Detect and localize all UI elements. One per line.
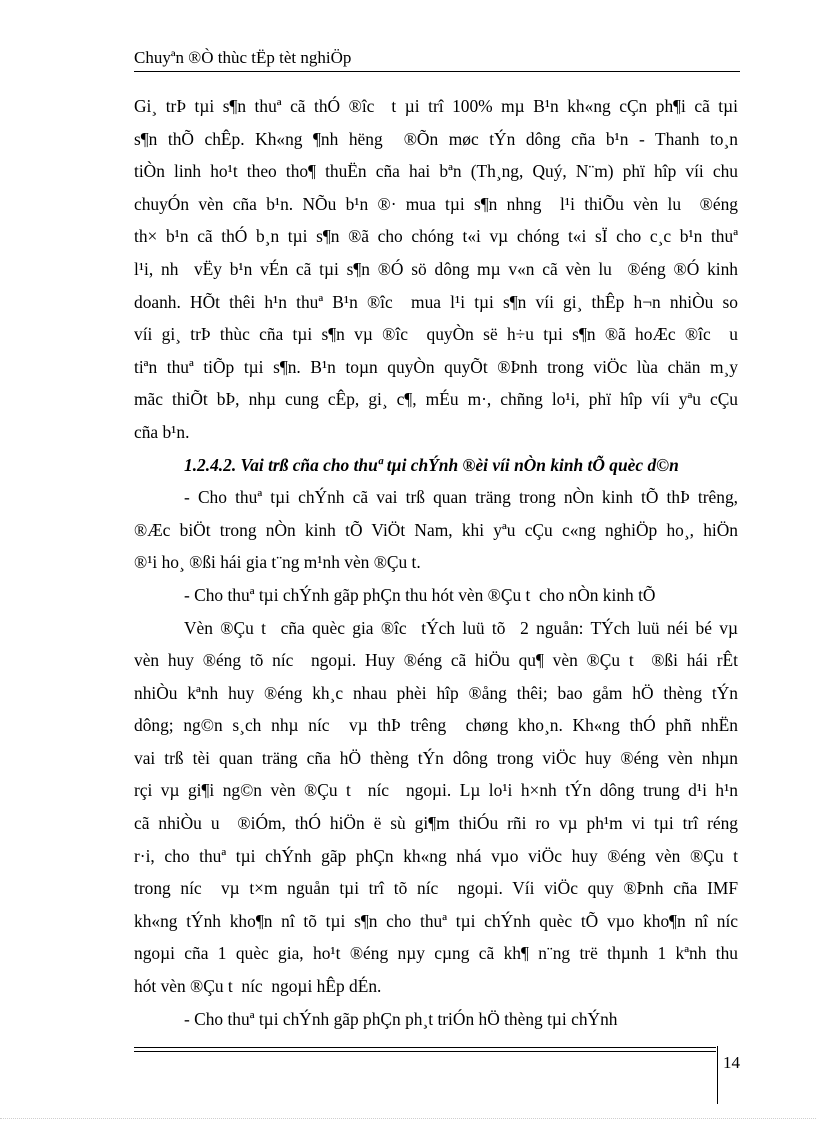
paragraph-line: chuyÓn vèn cña b¹n. NÕu b¹n ®· mua tµi s¶n nhng l¹i thiÕu vèn lu ®éng: [134, 193, 738, 214]
paragraph-line: s¶n thÕ chÊp. Kh«ng ¶nh hëng ®Õn møc tÝn dông cña b¹n - Thanh to¸n: [134, 128, 738, 149]
paragraph-line: ngoµi cña 1 quèc gia, ho¹t ®éng nµy cµng cã kh¶ n¨ng trë thµnh 1 kªnh thu: [134, 943, 738, 964]
section-heading: 1.2.4.2. Vai trß cña cho thuª tµi chÝnh ®èi víi nÒn kinh tÕ quèc d©n: [184, 454, 679, 475]
header-rule: [134, 71, 740, 72]
page-header-title: Chuyªn ®Ò thùc tËp tèt nghiÖp: [134, 48, 352, 67]
paragraph-line: mãc thiÕt bÞ, nhµ cung cÊp, gi¸ c¶, mÉu m·, chñng lo¹i, phï hîp víi yªu cÇu: [134, 389, 738, 410]
paragraph-line: tiÒn linh ho¹t theo tho¶ thuËn cña hai bªn (Th¸ng, Quý, N¨m) phï hîp víi chu: [134, 161, 738, 182]
paragraph-line: - Cho thuª tµi chÝnh gãp phÇn thu hót vèn ®Çu t cho nÒn kinh tÕ: [184, 584, 656, 605]
paragraph-line: hót vèn ®Çu t níc ngoµi hÊp dÉn.: [134, 976, 382, 997]
paragraph-line: - Cho thuª tµi chÝnh gãp phÇn ph¸t triÓn hÖ thèng tµi chÝnh: [184, 1008, 618, 1029]
paragraph-line: vèn huy ®éng tõ níc ngoµi. Huy ®éng cã hiÖu qu¶ vèn ®Çu t ®ßi hái rÊt: [134, 650, 738, 671]
paragraph-line: rçi vµ gi¶i ng©n vèn ®Çu t níc ngoµi. Lµ lo¹i h×nh tÝn dông trung d¹i h¹n: [134, 780, 738, 801]
paragraph-line: doanh. HÕt thêi h¹n thuª B¹n ®îc mua l¹i tµi s¶n víi gi¸ thÊp h¬n nhiÒu so: [134, 291, 738, 312]
paragraph-line: ®¹i ho¸ ®ßi hái gia t¨ng m¹nh vèn ®Çu t.: [134, 552, 421, 573]
paragraph-line: ®Æc biÖt trong nÒn kinh tÕ ViÖt Nam, khi yªu cÇu c«ng nghiÖp ho¸, hiÖn: [134, 519, 738, 540]
paragraph-line: víi gi¸ trÞ thùc cña tµi s¶n vµ ®îc quyÒn së h÷u tµi s¶n ®ã hoÆc ®îc u: [134, 324, 738, 345]
paragraph-line: kh«ng tÝnh kho¶n nî tõ tµi s¶n cho thuª tµi chÝnh quèc tÕ vµo kho¶n nî níc: [134, 910, 738, 931]
paragraph-line: trong níc vµ t×m nguån tµi trî tõ níc ngoµi. Víi viÖc quy ®Þnh cña IMF: [134, 878, 738, 899]
paragraph-line: nhiÒu kªnh huy ®éng kh¸c nhau phèi hîp ®ång thêi; bao gåm hÖ thèng tÝn: [134, 682, 738, 703]
paragraph-line: vai trß tèi quan träng cña hÖ thèng tÝn dông trong viÖc huy ®éng vèn nhµn: [134, 747, 738, 768]
paragraph-line: r·i, cho thuª tµi chÝnh gãp phÇn kh«ng nhá vµo viÖc huy ®éng vèn ®Çu t: [134, 845, 738, 866]
paragraph-line: dông; ng©n s¸ch nhµ níc vµ thÞ trêng chøng kho¸n. Kh«ng thÓ phñ nhËn: [134, 715, 738, 736]
paragraph-line: cã nhiÒu u ®iÓm, thÓ hiÖn ë sù gi¶m thiÓu rñi ro vµ ph¹m vi tµi trî réng: [134, 813, 738, 834]
footer-rule: [134, 1051, 716, 1052]
page-number: 14: [723, 1053, 740, 1072]
paragraph-line: Vèn ®Çu t cña quèc gia ®îc tÝch luü tõ 2 nguån: TÝch luü néi bé vµ: [184, 617, 738, 638]
page-bottom-dotted-edge: [0, 1118, 816, 1119]
paragraph-line: - Cho thuª tµi chÝnh cã vai trß quan träng trong nÒn kinh tÕ thÞ trêng,: [184, 487, 738, 508]
paragraph-line: l¹i, nh vËy b¹n vÉn cã tµi s¶n ®Ó sö dông mµ v«n cã vèn lu ®éng ®Ó kinh: [134, 258, 738, 279]
paragraph-line: tiªn thuª tiÕp tµi s¶n. B¹n toµn quyÒn quyÕt ®Þnh trong viÖc lùa chän m¸y: [134, 356, 738, 377]
paragraph-line: th× b¹n cã thÓ b¸n tµi s¶n ®ã cho chóng t«i vµ chóng t«i sÏ cho c¸c b¹n thuª: [134, 226, 738, 247]
document-body: [134, 90, 738, 1035]
paragraph-line: Gi¸ trÞ tµi s¶n thuª cã thÓ ®îc t µi trî 100% mµ B¹n kh«ng cÇn ph¶i cã tµi: [134, 96, 738, 116]
paragraph-line: cña b¹n.: [134, 421, 190, 442]
footer-rule: [134, 1047, 716, 1048]
